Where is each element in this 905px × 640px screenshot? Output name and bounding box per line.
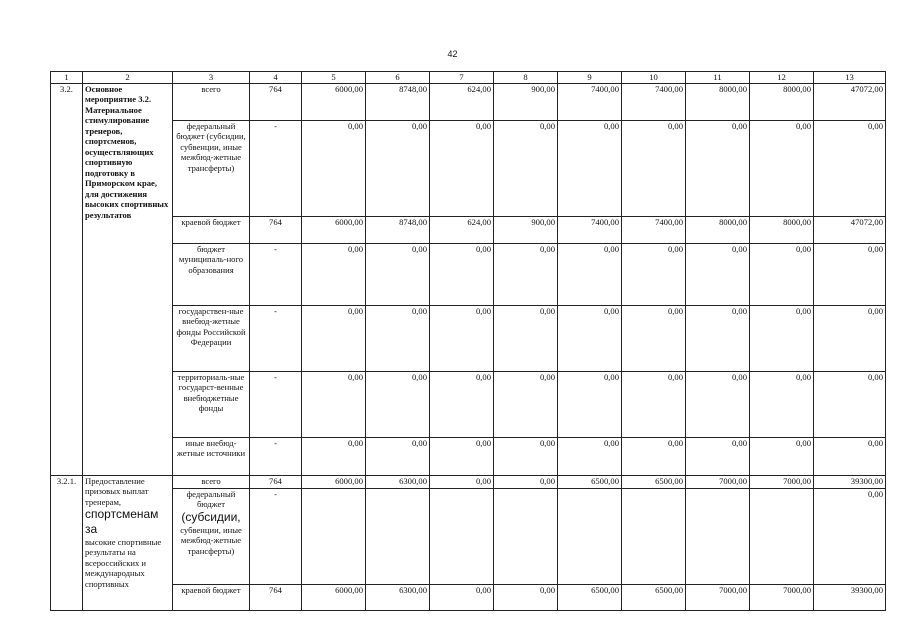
funding-source-part: (субсидии, [181,509,241,524]
funding-source-part: субвенции, иные межбюд-жетные трансферты) [180,524,242,556]
funding-source: федеральный бюджет (субсидии, субвенции, иные межбюд-жетные трансферты) [173,121,250,217]
value-cell: 0,00 [302,438,366,476]
value-cell: 624,00 [430,84,494,121]
value-cell [302,489,366,585]
value-cell: 0,00 [750,306,814,372]
funding-source: территориаль-ные государст-венные внебюджетные фонды [173,372,250,438]
value-cell: 0,00 [686,121,750,217]
value-cell: 8000,00 [686,217,750,244]
header-cell: 4 [250,72,302,84]
funding-source: государствен-ные внебюд-жетные фонды Российской Федерации [173,306,250,372]
value-cell: 7400,00 [558,84,622,121]
table-row [51,121,886,217]
value-cell: 7000,00 [686,585,750,611]
value-cell: 6500,00 [622,476,686,489]
value-cell [366,489,430,585]
value-cell: 0,00 [494,476,558,489]
header-cell: 8 [494,72,558,84]
table-row [51,84,886,121]
total-cell: 0,00 [814,244,886,306]
header-row [51,72,886,84]
value-cell: 7400,00 [622,217,686,244]
value-cell: 0,00 [366,372,430,438]
value-cell: 0,00 [494,372,558,438]
table-row [51,438,886,476]
funding-source: иные внебюд-жетные источники [173,438,250,476]
funding-source: всего [173,476,250,489]
item-name-part: Предоставление призовых выплат тренерам, [85,476,149,507]
value-cell: 0,00 [430,306,494,372]
value-cell: 0,00 [750,438,814,476]
value-cell: 7400,00 [558,217,622,244]
admin-code: - [250,306,302,372]
value-cell: 0,00 [750,372,814,438]
value-cell: 0,00 [430,438,494,476]
value-cell: 0,00 [494,306,558,372]
value-cell: 0,00 [558,244,622,306]
header-cell: 10 [622,72,686,84]
value-cell: 0,00 [558,372,622,438]
admin-code: 764 [250,476,302,489]
item-number: 3.2. [51,84,83,476]
value-cell: 0,00 [366,438,430,476]
value-cell: 0,00 [366,121,430,217]
value-cell: 6000,00 [302,585,366,611]
total-cell: 47072,00 [814,84,886,121]
funding-source: бюджет муниципаль-ного образования [173,244,250,306]
funding-source [173,489,250,585]
item-name-part: спортсменам за [85,507,159,537]
value-cell: 7000,00 [686,476,750,489]
value-cell [686,489,750,585]
value-cell: 8748,00 [366,84,430,121]
value-cell [494,489,558,585]
value-cell: 0,00 [430,372,494,438]
value-cell: 8000,00 [750,217,814,244]
value-cell: 0,00 [302,244,366,306]
admin-code: - [250,489,302,585]
item-number: 3.2.1. [51,476,83,611]
table-row [51,244,886,306]
total-cell: 39300,00 [814,585,886,611]
value-cell: 0,00 [430,585,494,611]
table-row [51,476,886,489]
admin-code: 764 [250,217,302,244]
value-cell: 0,00 [686,372,750,438]
header-cell: 11 [686,72,750,84]
value-cell: 900,00 [494,84,558,121]
value-cell: 0,00 [494,121,558,217]
funding-source: всего [173,84,250,121]
admin-code: - [250,244,302,306]
value-cell: 0,00 [430,476,494,489]
header-cell: 5 [302,72,366,84]
value-cell: 7000,00 [750,585,814,611]
value-cell [622,489,686,585]
value-cell: 0,00 [686,244,750,306]
value-cell: 6300,00 [366,585,430,611]
value-cell: 0,00 [366,244,430,306]
value-cell: 624,00 [430,217,494,244]
total-cell: 47072,00 [814,217,886,244]
value-cell: 0,00 [430,121,494,217]
header-cell: 9 [558,72,622,84]
value-cell: 6500,00 [622,585,686,611]
item-name-part: высокие спортивные результаты на всероссийских и международных спортивных [85,536,162,589]
value-cell: 0,00 [430,244,494,306]
admin-code: - [250,438,302,476]
value-cell: 6300,00 [366,476,430,489]
value-cell: 0,00 [558,121,622,217]
value-cell [558,489,622,585]
total-cell: 0,00 [814,372,886,438]
item-name: Основное мероприятие 3.2. Материальное стимулирование тренеров, спортсменов, осуществляющих спортивную подготовку в Приморском крае, для достижения высоких спортивных результатов [83,84,173,476]
value-cell: 0,00 [622,306,686,372]
value-cell: 0,00 [622,121,686,217]
value-cell: 8000,00 [686,84,750,121]
value-cell: 900,00 [494,217,558,244]
admin-code: - [250,121,302,217]
funding-source-part: федеральный бюджет [186,489,236,510]
value-cell: 6000,00 [302,84,366,121]
table-row [51,489,886,585]
value-cell: 0,00 [622,372,686,438]
value-cell: 0,00 [302,306,366,372]
admin-code: 764 [250,585,302,611]
table-row [51,585,886,611]
value-cell: 0,00 [558,306,622,372]
value-cell: 6000,00 [302,476,366,489]
funding-source: краевой бюджет [173,585,250,611]
value-cell: 6500,00 [558,476,622,489]
header-cell: 2 [83,72,173,84]
value-cell: 0,00 [494,585,558,611]
value-cell: 6500,00 [558,585,622,611]
value-cell: 0,00 [750,244,814,306]
header-cell: 6 [366,72,430,84]
value-cell: 0,00 [366,306,430,372]
value-cell: 8000,00 [750,84,814,121]
header-cell: 13 [814,72,886,84]
admin-code: - [250,372,302,438]
total-cell: 39300,00 [814,476,886,489]
value-cell: 8748,00 [366,217,430,244]
value-cell: 7400,00 [622,84,686,121]
value-cell: 6000,00 [302,217,366,244]
page-number: 42 [447,49,458,59]
total-cell: 0,00 [814,438,886,476]
header-cell: 12 [750,72,814,84]
value-cell: 0,00 [494,244,558,306]
value-cell: 0,00 [302,121,366,217]
value-cell [430,489,494,585]
value-cell: 0,00 [622,244,686,306]
admin-code: 764 [250,84,302,121]
value-cell: 7000,00 [750,476,814,489]
header-cell: 7 [430,72,494,84]
header-cell: 3 [173,72,250,84]
budget-table [50,71,886,611]
value-cell: 0,00 [494,438,558,476]
value-cell [750,489,814,585]
table-row [51,306,886,372]
table-row [51,217,886,244]
value-cell: 0,00 [750,121,814,217]
table-row [51,372,886,438]
total-cell: 0,00 [814,306,886,372]
value-cell: 0,00 [302,372,366,438]
funding-source: краевой бюджет [173,217,250,244]
value-cell: 0,00 [622,438,686,476]
total-cell: 0,00 [814,489,886,585]
total-cell: 0,00 [814,121,886,217]
value-cell: 0,00 [686,306,750,372]
value-cell: 0,00 [686,438,750,476]
item-name [83,476,173,611]
value-cell: 0,00 [558,438,622,476]
header-cell: 1 [51,72,83,84]
